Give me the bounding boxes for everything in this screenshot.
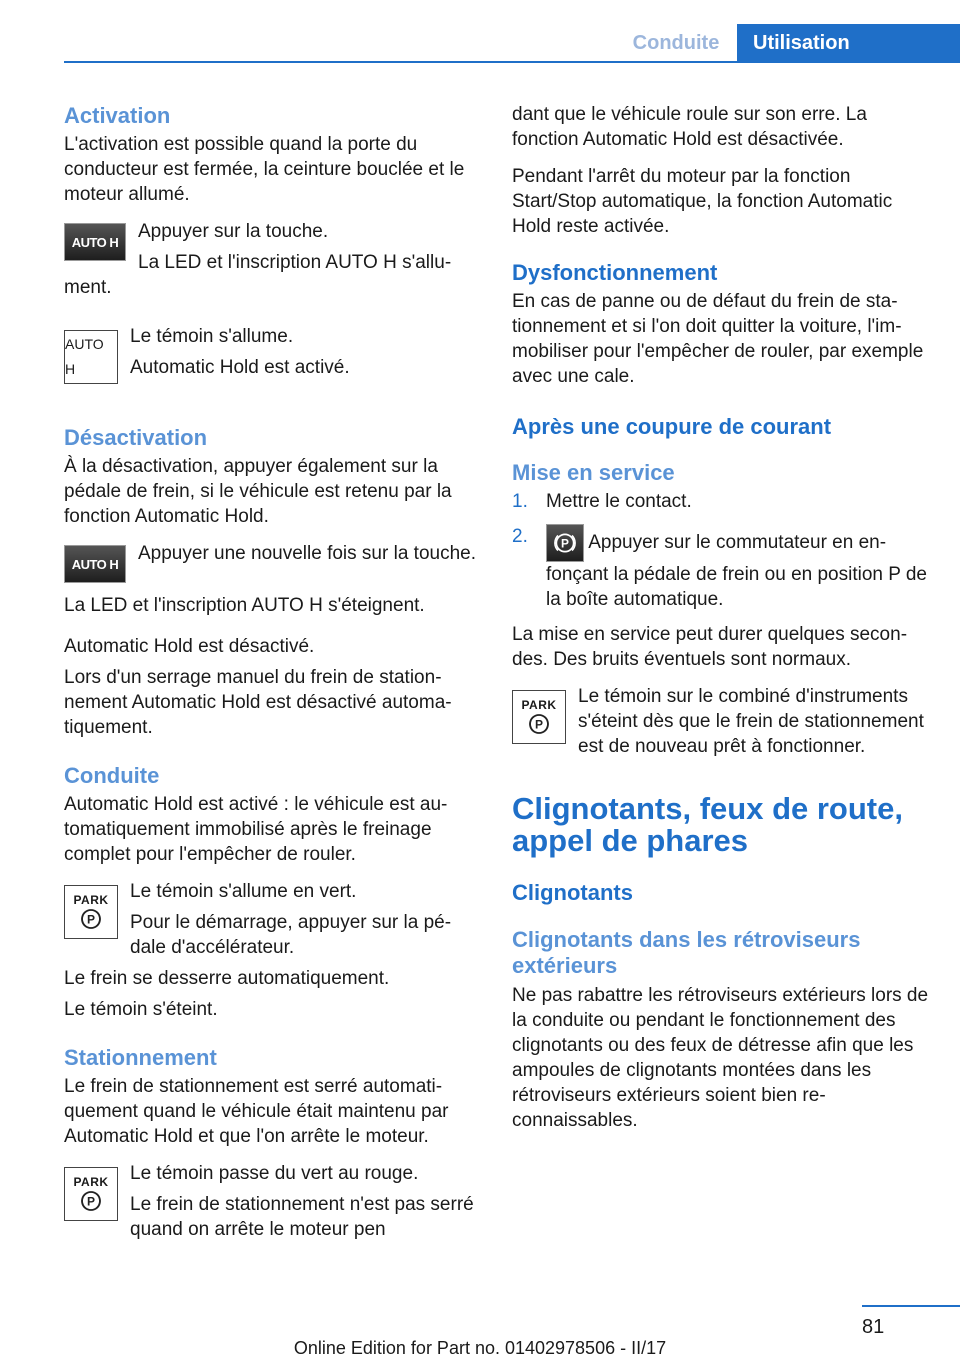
list-item xyxy=(512,524,932,612)
edition-footer: Online Edition for Part no. 01402978506 - II/17 xyxy=(293,1338,667,1358)
park-lamp2: Le frein de stationnement n'est pas serré quand on arrête le moteur pen xyxy=(130,1194,474,1240)
malfunction-text: En cas de panne ou de défaut du frein de stationnement et si l'on doit quitter la voiture, l'immobiliser pour l'empêcher de rouler, par exemple avec une cale. xyxy=(512,291,924,387)
svg-text:P: P xyxy=(86,1194,96,1209)
park-brake-switch-icon xyxy=(546,524,584,562)
deact-off: Automatic Hold est désactivé. xyxy=(64,636,315,657)
left-column xyxy=(64,102,479,1242)
park-indicator-icon: PARK P xyxy=(64,885,118,939)
deact-button-block xyxy=(64,541,479,589)
footer-rule xyxy=(862,1305,960,1307)
park-indicator-icon: PARK P xyxy=(64,1167,118,1221)
activation-lamp1: Le témoin s'allume. xyxy=(130,326,294,347)
drive-text: Automatic Hold est activé : le véhicule est automatiquement immobilisé après le freinage complet pour l'empêcher de rouler. xyxy=(64,794,448,865)
activation-lamp2: Automatic Hold est activé. xyxy=(130,357,350,378)
heading-stationnement: Stationnement xyxy=(64,1045,217,1070)
heading-clignotants: Clignotants xyxy=(512,880,633,905)
heading-coupure-courant: Après une coupure de courant xyxy=(512,414,832,439)
list-item xyxy=(512,489,932,514)
deact-led: La LED et l'inscription AUTO H s'éteignent. xyxy=(64,595,425,616)
park-circle-icon xyxy=(79,1189,103,1213)
heading-mise-en-service: Mise en service xyxy=(512,460,675,485)
step-number: 1. xyxy=(512,491,528,512)
park-circle-icon xyxy=(527,712,551,736)
activation-button-block xyxy=(64,219,479,314)
page-header xyxy=(0,0,960,62)
deact-manual: Lors d'un serrage manuel du frein de stationnement Automatic Hold est désactivé automatiquement. xyxy=(64,667,452,738)
drive-lamp-block xyxy=(64,879,479,966)
deact-step: Appuyer une nouvelle fois sur la touche. xyxy=(138,543,476,564)
park-lamp-block xyxy=(64,1161,479,1242)
heading-desactivation: Désactivation xyxy=(64,425,208,450)
park-lamp1: Le témoin passe du vert au rouge. xyxy=(130,1163,419,1184)
header-tab-conduite[interactable]: Conduite xyxy=(632,32,720,54)
header-rule xyxy=(64,61,960,63)
service-lamp-block xyxy=(512,684,932,759)
auto-h-button-icon: AUTO H xyxy=(64,545,126,583)
activation-text: L'activation est possible quand la porte du conducteur est fermée, la ceinture bouclée et le moteur allumé. xyxy=(64,134,465,205)
heading-dysfonctionnement: Dysfonctionnement xyxy=(512,260,718,285)
service-time-text: La mise en service peut durer quelques secondes. Des bruits éventuels sont normaux. xyxy=(512,624,908,670)
heading-activation: Activation xyxy=(64,103,171,128)
drive-lamp1: Le témoin s'allume en vert. xyxy=(130,881,357,902)
chapter-title: Clignotants, feux de route, appel de phares xyxy=(512,791,903,858)
continued-text: dant que le véhicule roule sur son erre. La fonction Automatic Hold est désactivée. xyxy=(512,104,867,150)
auto-h-button-icon: AUTO H xyxy=(64,223,126,261)
service-lamp-text: Le témoin sur le combiné d'instruments s'éteint dès que le frein de stationnement est de nouveau prêt à fonctionner. xyxy=(578,686,924,757)
activation-step1: Appuyer sur la touche. xyxy=(138,221,329,242)
heading-clignotants-retroviseurs: Clignotants dans les rétroviseurs extérieurs xyxy=(512,927,861,978)
svg-text:P: P xyxy=(534,717,544,732)
service-steps-list xyxy=(512,489,932,612)
svg-text:P: P xyxy=(561,536,569,551)
activation-lamp-block xyxy=(64,324,479,390)
step-number: 2. xyxy=(512,526,528,547)
auto-h-indicator-icon: AUTO H xyxy=(64,330,118,384)
mirror-text: Ne pas rabattre les rétroviseurs extérieurs lors de la conduite ou pendant le fonctionnement des clignotants ou des feux de détresse afin que les ampoules de clignotants montées dans les rétroviseurs extérieurs soient bien reconnaissables. xyxy=(512,985,929,1131)
heading-conduite: Conduite xyxy=(64,763,160,788)
startstop-text: Pendant l'arrêt du moteur par la fonction Start/Stop automatique, la fonction Automatic Hold reste activée. xyxy=(512,166,893,237)
drive-off: Le témoin s'éteint. xyxy=(64,999,218,1020)
drive-lamp2: Pour le démarrage, appuyer sur la pédale d'accélérateur. xyxy=(130,912,452,958)
park-indicator-icon: PARK P xyxy=(512,690,566,744)
svg-text:P: P xyxy=(86,912,96,927)
activation-step2: La LED et l'inscription AUTO H s'allument. xyxy=(64,252,452,298)
park-text: Le frein de stationnement est serré automatiquement quand le véhicule était maintenu par Automatic Hold et que l'on arrête le moteur. xyxy=(64,1076,449,1147)
right-column xyxy=(512,102,932,1145)
drive-release: Le frein se desserre automatiquement. xyxy=(64,968,390,989)
park-circle-icon xyxy=(79,907,103,931)
deact-text: À la désactivation, appuyer également sur la pédale de frein, si le véhicule est retenu par la fonction Automatic Hold. xyxy=(64,456,452,527)
step-text: Appuyer sur le commutateur en enfonçant la pédale de frein ou en position P de la boîte automatique. xyxy=(546,532,927,610)
step-text: Mettre le contact. xyxy=(546,491,692,512)
page-number: 81 xyxy=(862,1316,885,1338)
header-tab-utilisation[interactable]: Utilisation xyxy=(737,24,960,62)
